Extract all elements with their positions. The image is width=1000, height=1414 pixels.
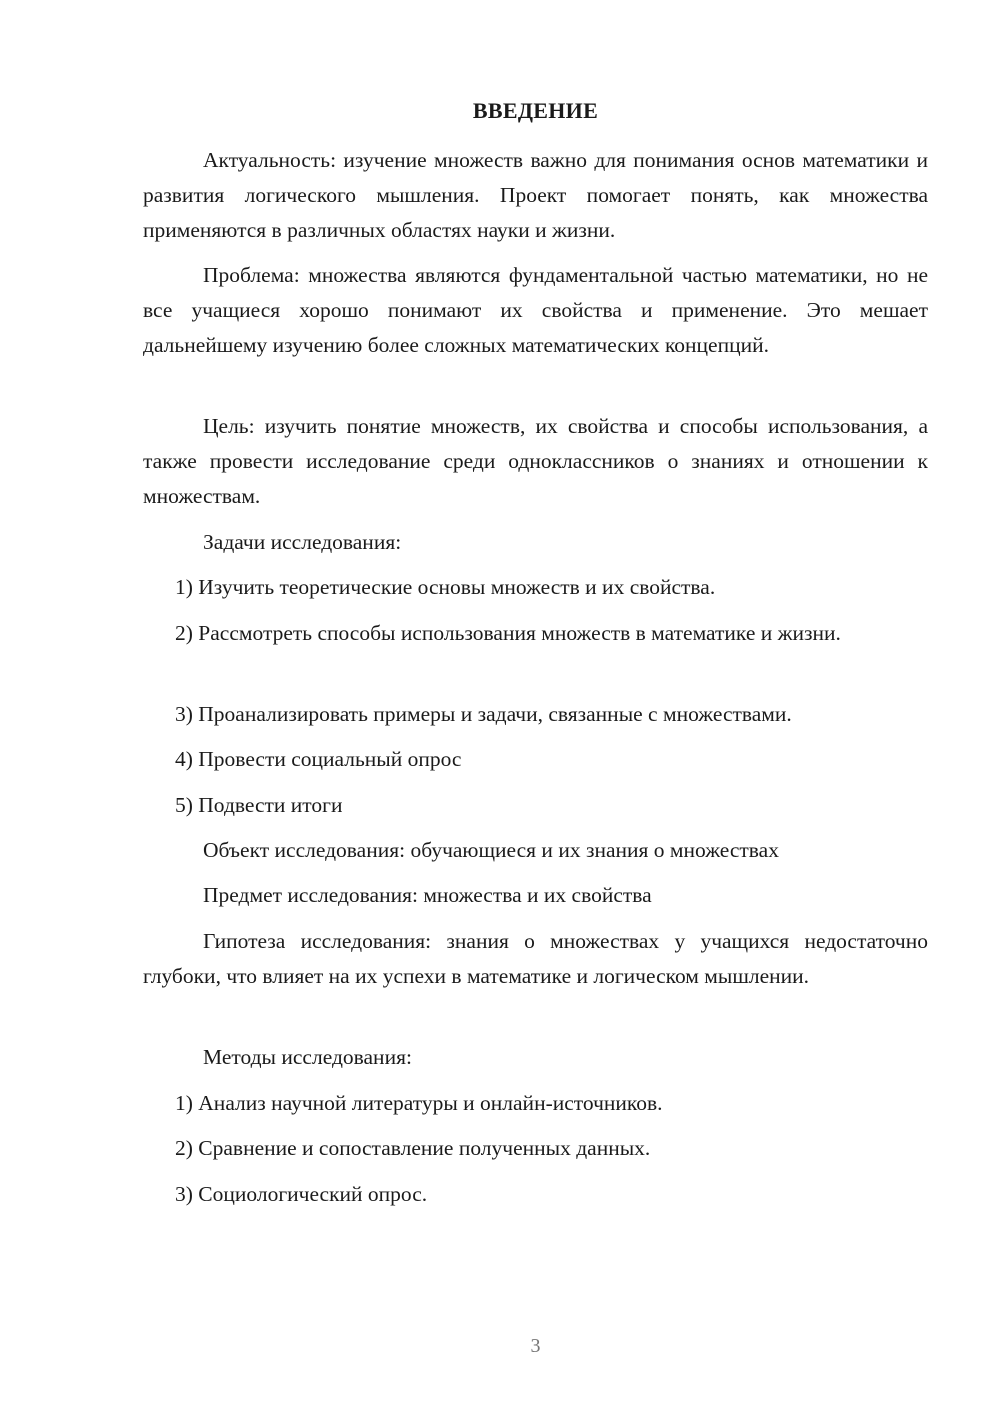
section-heading: ВВЕДЕНИЕ: [472, 98, 599, 123]
task-item: 1) Изучить теоретические основы множеств и их свойства.: [175, 575, 716, 599]
goal-paragraph: Цель: изучить понятие множеств, их свойства и способы использования, а также провести исследование среди одноклассников о знаниях и отношении к множествам.: [143, 414, 928, 508]
task-item: 3) Проанализировать примеры и задачи, связанные с множествами.: [175, 702, 792, 726]
page-number: 3: [530, 1335, 541, 1357]
task-item: 5) Подвести итоги: [175, 793, 343, 817]
method-item: 1) Анализ научной литературы и онлайн-источников.: [175, 1091, 663, 1115]
task-item: 4) Провести социальный опрос: [175, 747, 462, 771]
document-page: [143, 0, 928, 1414]
methods-title: Методы исследования:: [203, 1045, 412, 1069]
problem-paragraph: Проблема: множества являются фундаментальной частью математики, но не все учащиеся хорошо понимают их свойства и применение. Это мешает дальнейшему изучению более сложных математических концепций.: [143, 263, 928, 357]
research-subject: Предмет исследования: множества и их свойства: [203, 883, 652, 907]
tasks-title: Задачи исследования:: [203, 530, 402, 554]
method-item: 2) Сравнение и сопоставление полученных данных.: [175, 1136, 651, 1160]
research-object: Объект исследования: обучающиеся и их знания о множествах: [203, 838, 779, 862]
task-item: 2) Рассмотреть способы использования множеств в математике и жизни.: [175, 621, 841, 645]
relevance-paragraph: Актуальность: изучение множеств важно для понимания основ математики и развития логического мышления. Проект помогает понять, как множества применяются в различных областях науки и жизни.: [143, 148, 928, 242]
hypothesis-paragraph: Гипотеза исследования: знания о множествах у учащихся недостаточно глубоки, что влияет на их успехи в математике и логическом мышлении.: [143, 929, 928, 988]
method-item: 3) Социологический опрос.: [175, 1182, 428, 1206]
